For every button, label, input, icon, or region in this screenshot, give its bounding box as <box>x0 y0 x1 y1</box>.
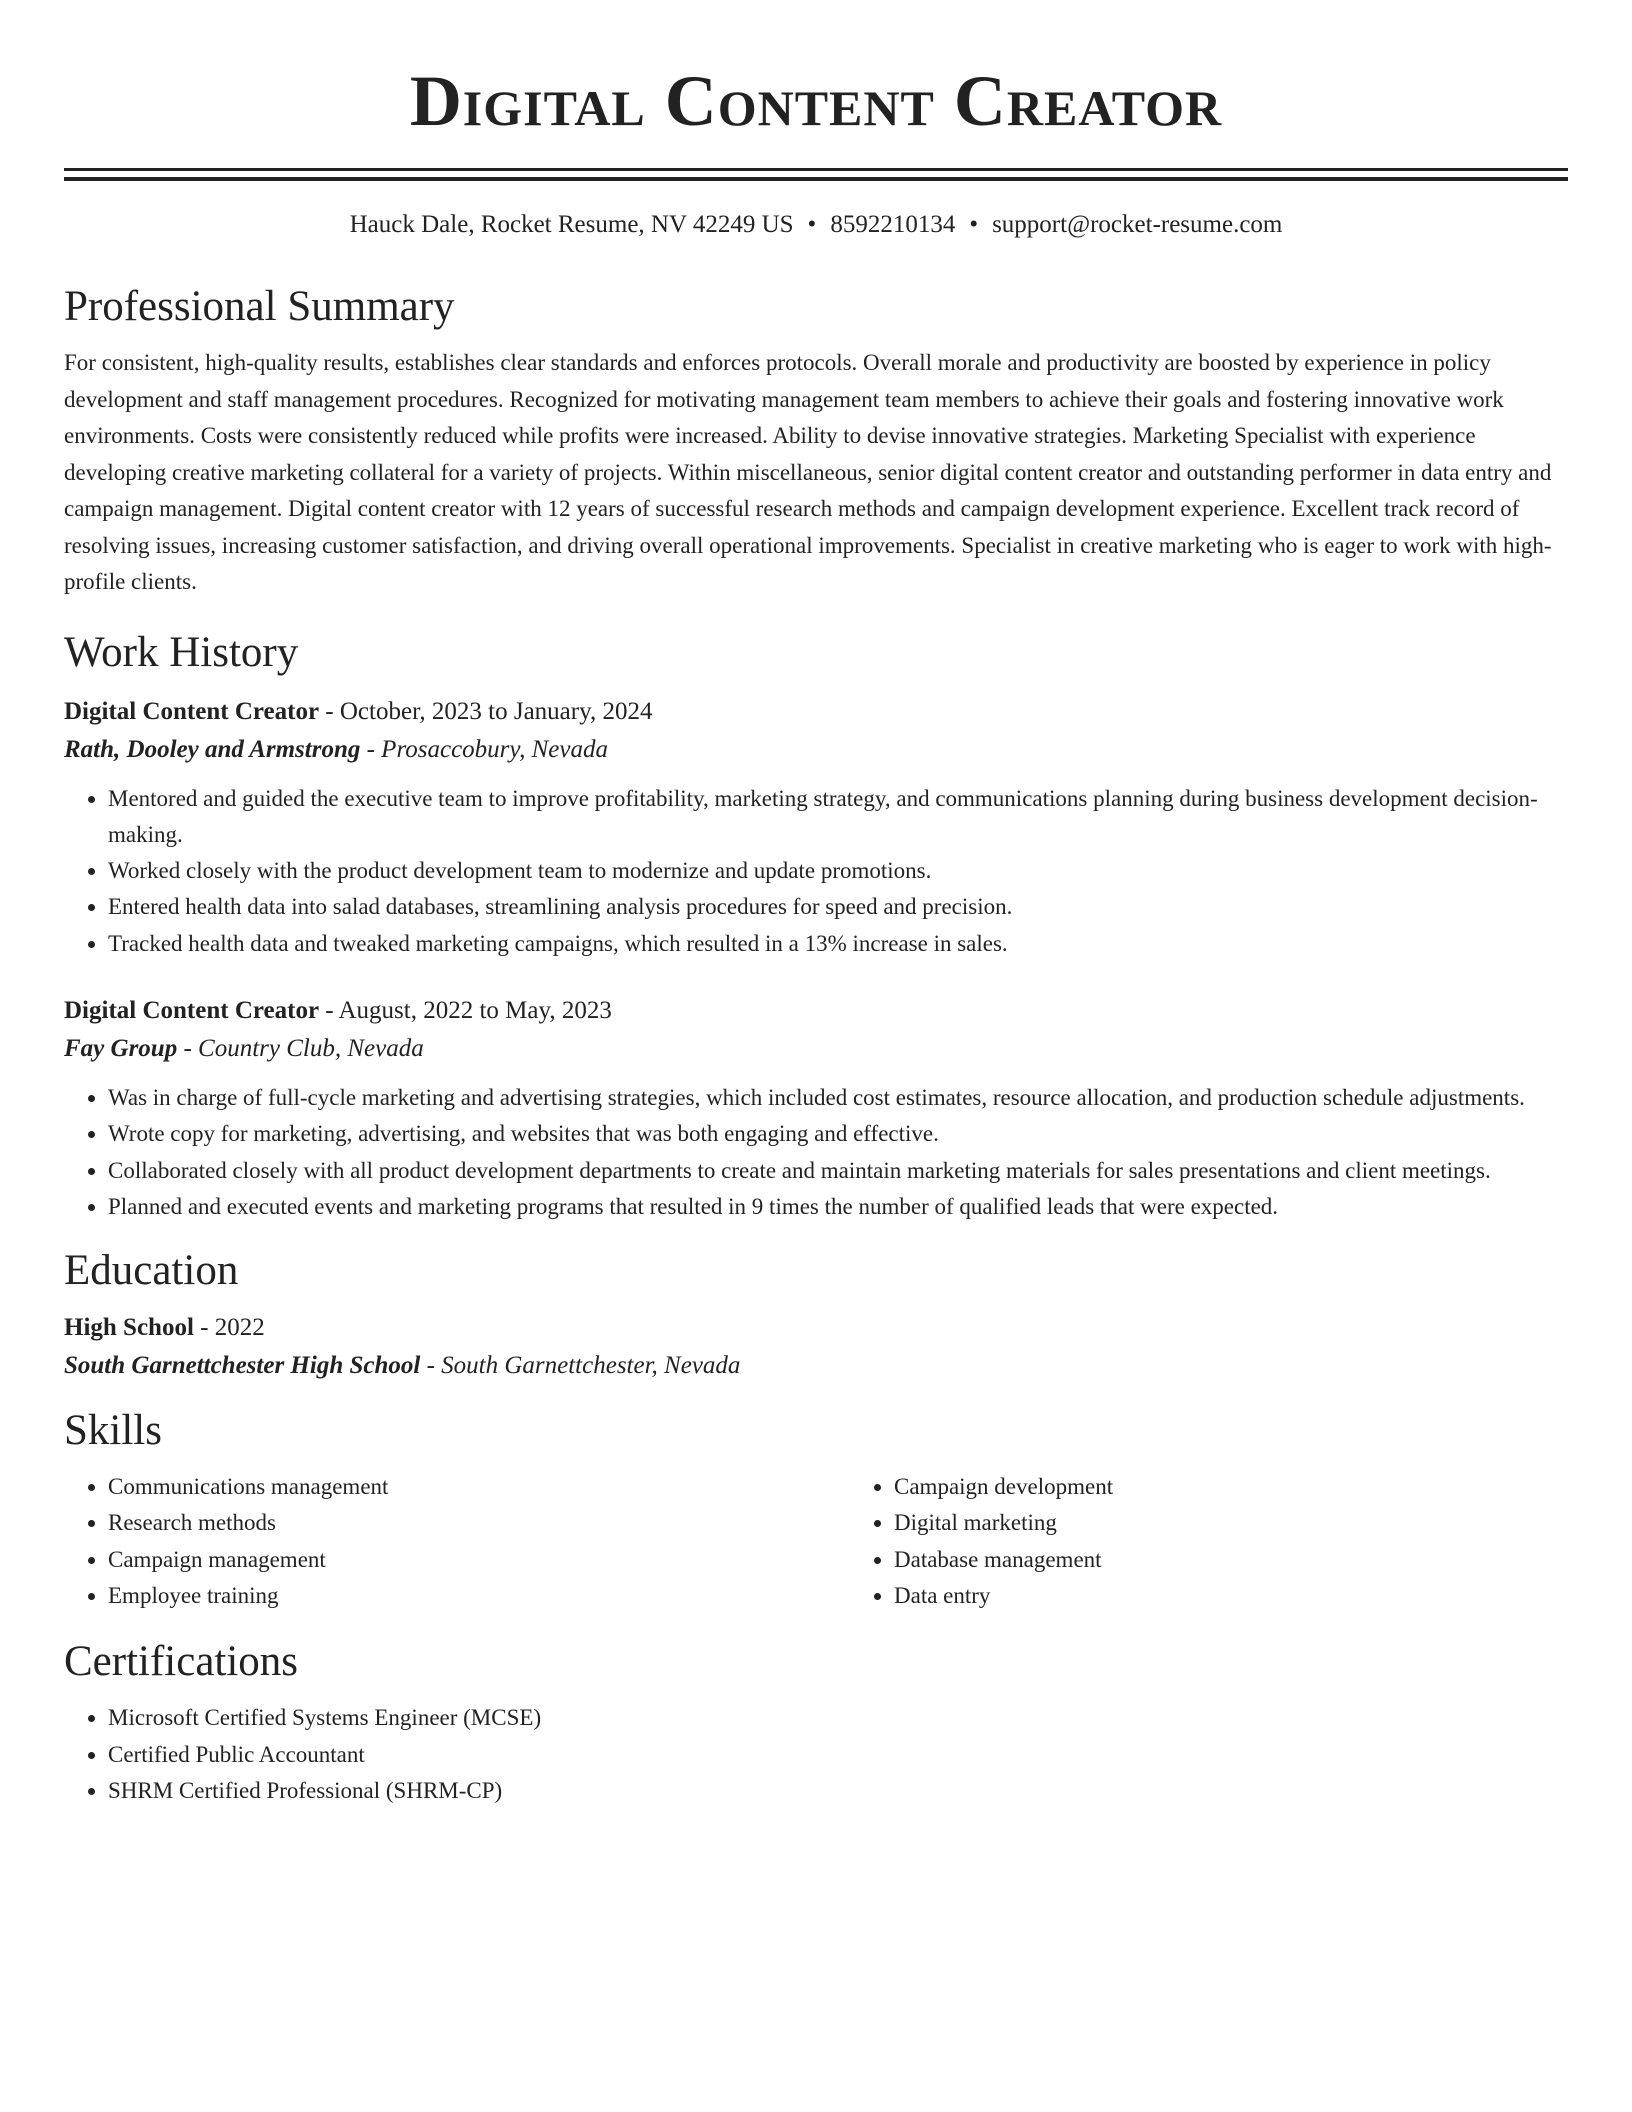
certification-item: • Certified Public Accountant <box>108 1737 1568 1773</box>
skill-item: • Research methods <box>108 1505 850 1541</box>
summary-section <box>64 281 1568 601</box>
skill-item: • Database management <box>894 1542 1632 1578</box>
work-history-section <box>64 627 1568 1226</box>
contact-separator: • <box>969 211 979 238</box>
job-company: Rath, Dooley and Armstrong <box>64 735 361 763</box>
contact-line <box>64 209 1568 241</box>
job-entry <box>64 693 1568 962</box>
education-school: South Garnettchester High School <box>64 1352 421 1380</box>
resume-title: Digital Content Creator <box>409 61 1223 141</box>
contact-address: Hauck Dale, Rocket Resume, NV 42249 US <box>349 211 794 238</box>
contact-phone: 8592210134 <box>830 211 956 238</box>
skills-heading: Skills <box>64 1407 162 1455</box>
job-title-line <box>64 992 1568 1030</box>
job-title-line <box>64 693 1568 731</box>
education-heading: Education <box>64 1247 239 1295</box>
skills-section <box>64 1405 1568 1614</box>
work-history-heading: Work History <box>64 628 299 676</box>
job-bullet: • Planned and executed events and marketing programs that resulted in 9 times the number of qualified leads that were expected. <box>108 1189 1568 1225</box>
title-double-rule <box>64 168 1568 181</box>
education-degree: High School <box>64 1314 194 1342</box>
contact-email: support@rocket-resume.com <box>992 211 1283 238</box>
certifications-list <box>64 1700 1568 1809</box>
education-degree-line <box>64 1309 1568 1347</box>
certification-item: • Microsoft Certified Systems Engineer (MCSE) <box>108 1700 1568 1736</box>
job-role: Digital Content Creator <box>64 996 320 1024</box>
skills-column-right <box>850 1469 1632 1614</box>
contact-separator: • <box>807 211 817 238</box>
job-location: - Prosaccobury, Nevada <box>360 735 608 763</box>
skill-item: • Communications management <box>108 1469 850 1505</box>
job-company-line <box>64 731 1568 769</box>
job-bullet: • Collaborated closely with all product development departments to create and maintain marketing materials for sales presentations and client meetings. <box>108 1153 1568 1189</box>
job-bullet: • Was in charge of full-cycle marketing and advertising strategies, which included cost estimates, resource allocation, and production schedule adjustments. <box>108 1080 1568 1116</box>
job-bullets <box>64 781 1568 962</box>
job-bullet: • Entered health data into salad databases, streamlining analysis procedures for speed and precision. <box>108 889 1568 925</box>
job-bullet: • Tracked health data and tweaked marketing campaigns, which resulted in a 13% increase in sales. <box>108 926 1568 962</box>
job-bullet: • Mentored and guided the executive team to improve profitability, marketing strategy, and communications planning during business development decision-making. <box>108 781 1568 854</box>
job-location: - Country Club, Nevada <box>177 1034 424 1062</box>
skill-item: • Data entry <box>894 1578 1632 1614</box>
education-entry <box>64 1309 1568 1385</box>
job-bullet: • Worked closely with the product development team to modernize and update promotions. <box>108 853 1568 889</box>
certification-item: • SHRM Certified Professional (SHRM-CP) <box>108 1773 1568 1809</box>
skill-item: • Campaign management <box>108 1542 850 1578</box>
education-location: - South Garnettchester, Nevada <box>420 1352 741 1380</box>
education-section <box>64 1245 1568 1385</box>
job-company: Fay Group <box>64 1034 178 1062</box>
skill-item: • Campaign development <box>894 1469 1632 1505</box>
summary-text: For consistent, high-quality results, establishes clear standards and enforces protocols. Overall morale and productivity are boosted by experience in policy development and staff management procedures. Recognized for motivating management team members to achieve their goals and fostering innovative work environments. Costs were consistently reduced while profits were increased. Ability to devise innovative strategies. Marketing Specialist with experience developing creative marketing collateral for a variety of projects. Within miscellaneous, senior digital content creator and outstanding performer in data entry and campaign management. Digital content creator with 12 years of successful research methods and campaign development experience. Excellent track record of resolving issues, increasing customer satisfaction, and driving overall operational improvements. Specialist in creative marketing who is eager to work with high-profile clients. <box>64 350 1552 594</box>
job-role: Digital Content Creator <box>64 697 320 725</box>
job-bullet: • Wrote copy for marketing, advertising, and websites that was both engaging and effective. <box>108 1116 1568 1152</box>
summary-heading: Professional Summary <box>64 283 455 330</box>
job-company-line <box>64 1030 1568 1068</box>
skill-item: • Employee training <box>108 1578 850 1614</box>
education-school-line <box>64 1347 1568 1385</box>
education-year: - 2022 <box>193 1314 265 1342</box>
certifications-heading: Certifications <box>64 1638 299 1686</box>
job-dates: - August, 2022 to May, 2023 <box>319 996 612 1024</box>
certifications-section <box>64 1636 1568 1809</box>
job-dates: - October, 2023 to January, 2024 <box>319 697 653 725</box>
job-bullets <box>64 1080 1568 1225</box>
skills-column-left <box>64 1469 850 1614</box>
skills-grid <box>64 1469 1568 1614</box>
job-entry <box>64 992 1568 1225</box>
skill-item: • Digital marketing <box>894 1505 1632 1541</box>
